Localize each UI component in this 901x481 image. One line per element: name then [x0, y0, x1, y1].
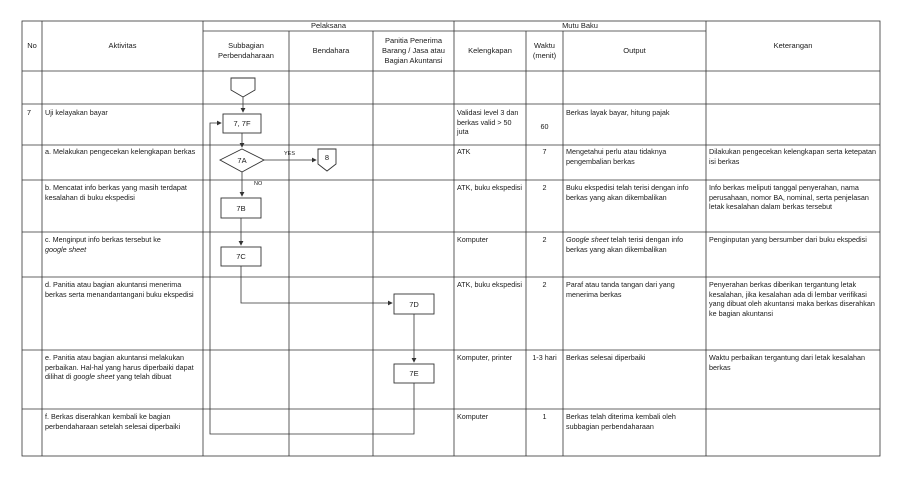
row-c-kelengkapan: Komputer [457, 235, 489, 244]
header-output: Output [623, 46, 646, 55]
row-b-aktivitas: b. Mencatat info berkas yang masih terdapat kesalahan di buku ekspedisi [45, 183, 187, 202]
row-d-kelengkapan: ATK, buku ekspedisi [457, 280, 522, 289]
row-f-output: Berkas telah diterima kembali oleh subbagian perbendaharaan [566, 412, 676, 431]
header-waktu: Waktu (menit) [532, 41, 557, 60]
row-c-waktu: 2 [542, 235, 547, 244]
row-d-output: Paraf atau tanda tangan dari yang menerima berkas [566, 280, 675, 299]
row-c-aktivitas [45, 235, 200, 254]
header-subbagian: Subbagian Perbendaharaan [218, 41, 274, 60]
row-c-output-italic: Google sheet [566, 235, 609, 244]
row-e-kelengkapan: Komputer, printer [457, 353, 513, 362]
row-f-kelengkapan: Komputer [457, 412, 489, 421]
row-c-output [566, 235, 704, 254]
row-b-keterangan: Info berkas meliputi tanggal penyerahan, nama perusahaan, nomor BA, nominal, serta penjelasan letak kesalahan dalam berkas tersebut [709, 183, 869, 212]
row-a-aktivitas: a. Melakukan pengecekan kelengkapan berkas [45, 147, 196, 156]
row-e-keterangan: Waktu perbaikan tergantung dari letak kesalahan berkas [709, 353, 865, 372]
process-7d-label: 7D [409, 299, 419, 309]
header-pelaksana: Pelaksana [310, 21, 347, 30]
header-bendahara: Bendahara [312, 46, 350, 55]
row-e-aktivitas-italic: google sheet [73, 372, 115, 382]
header-no: No [27, 41, 37, 50]
no-label: NO [254, 181, 263, 187]
row-a-kelengkapan: ATK [457, 147, 471, 156]
row-7-output: Berkas layak bayar, hitung pajak [566, 108, 670, 117]
row-7-aktivitas: Uji kelayakan bayar [45, 108, 108, 117]
row-7-no: 7 [27, 108, 31, 117]
yes-label: YES [284, 151, 296, 157]
row-c-aktivitas-italic: google sheet [45, 244, 87, 254]
decision-7a-label: 7A [237, 156, 247, 165]
process-7c-label: 7C [236, 252, 246, 261]
row-e-aktivitas-end: yang telah dibuat [116, 372, 172, 382]
row-d-waktu: 2 [542, 280, 547, 289]
row-f-aktivitas: f. Berkas diserahkan kembali ke bagian perbendaharaan setelah selesai diperbaiki [45, 412, 181, 431]
row-d-aktivitas: d. Panitia atau bagian akuntansi menerima berkas serta menandantangani buku ekspedisi [45, 280, 194, 299]
row-c-keterangan: Penginputan yang bersumber dari buku ekspedisi [709, 235, 867, 244]
row-7-kelengkapan: Validasi level 3 dan berkas valid > 50 juta [457, 108, 519, 137]
row-a-waktu: 7 [542, 147, 547, 156]
offpage-connector-top [231, 78, 255, 97]
header-aktivitas: Aktivitas [108, 41, 137, 50]
row-b-output: Buku ekspedisi telah terisi dengan info berkas yang akan dikembalikan [566, 183, 689, 202]
process-7-7f-label: 7, 7F [233, 119, 251, 128]
process-7e-label: 7E [409, 369, 419, 378]
header-kelengkapan: Kelengkapan [468, 46, 512, 55]
row-f-waktu: 1 [542, 412, 547, 421]
header-mutu-baku: Mutu Baku [562, 21, 598, 30]
row-e-aktivitas-text: e. Panitia atau bagian akuntansi melakukan perbaikan. Hal-hal yang harus diperbaiki dapat dilihat di [45, 353, 194, 382]
row-a-output: Mengetahui perlu atau tidaknya pengembalian berkas [566, 147, 667, 166]
offpage-8-label: 8 [324, 152, 330, 162]
row-b-waktu: 2 [542, 183, 547, 192]
header-keterangan: Keterangan [773, 41, 813, 50]
row-a-keterangan: Dilakukan pengecekan kelengkapan serta ketepatan isi berkas [709, 147, 877, 166]
row-d-keterangan: Penyerahan berkas diberikan tergantung letak kesalahan, jika kesalahan ada di lembar verifikasi yang dibuat oleh akuntansi maka berkas diserahkan ke bagian akuntansi [709, 280, 875, 318]
row-e-aktivitas [45, 353, 200, 382]
row-e-waktu: 1-3 hari [532, 353, 557, 362]
row-e-output: Berkas selesai diperbaiki [566, 353, 646, 362]
row-c-output-text: telah terisi dengan info berkas yang akan dikembalikan [566, 235, 684, 254]
row-b-kelengkapan: ATK, buku ekspedisi [457, 183, 522, 192]
row-c-aktivitas-text: c. Menginput info berkas tersebut ke [45, 235, 161, 244]
row-7-waktu: 60 [540, 122, 549, 131]
header-panitia: Panitia Penerima Barang / Jasa atau Bagian Akuntansi [382, 36, 445, 65]
process-7b-label: 7B [236, 203, 246, 213]
